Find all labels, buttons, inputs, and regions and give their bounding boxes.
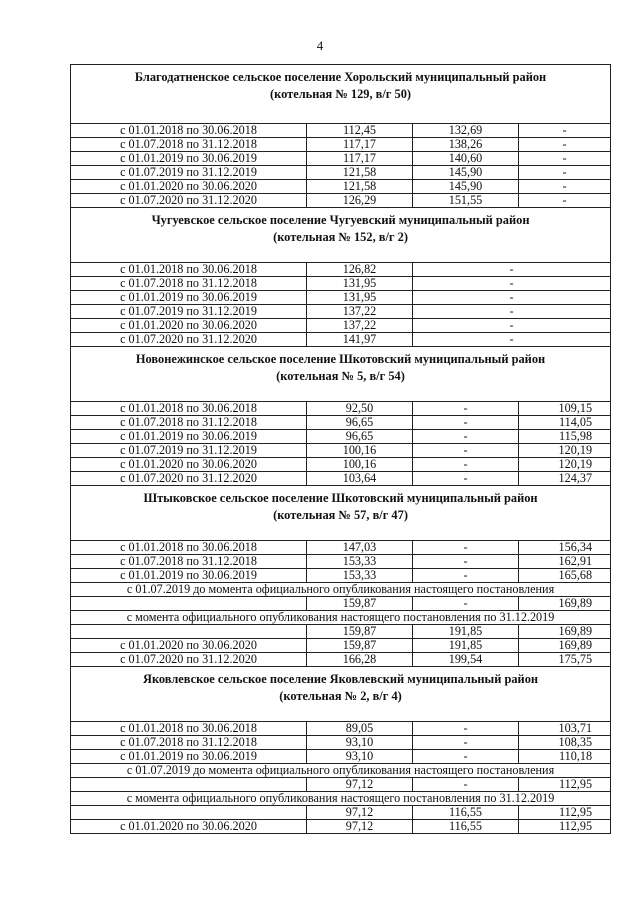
section-header xyxy=(71,486,611,541)
value-cell: - xyxy=(413,430,519,444)
period-cell: с 01.01.2020 по 30.06.2020 xyxy=(71,319,307,333)
value-cell: 151,55 xyxy=(413,194,519,208)
value-cell: 131,95 xyxy=(307,277,413,291)
value-cell: - xyxy=(519,180,611,194)
value-cell: 159,87 xyxy=(307,597,413,611)
table-row xyxy=(71,555,611,569)
table-row xyxy=(71,152,611,166)
table-row xyxy=(71,402,611,416)
period-cell: с 01.01.2019 по 30.06.2019 xyxy=(71,750,307,764)
value-cell: 153,33 xyxy=(307,569,413,583)
value-cell: 124,37 xyxy=(519,472,611,486)
value-cell: 114,05 xyxy=(519,416,611,430)
period-cell: с 01.01.2020 по 30.06.2020 xyxy=(71,458,307,472)
section-title: Штыковское сельское поселение Шкотовский муниципальный район xyxy=(143,491,538,505)
value-cell: - xyxy=(413,333,611,347)
value-cell: 96,65 xyxy=(307,430,413,444)
table-row xyxy=(71,722,611,736)
table-row xyxy=(71,750,611,764)
value-cell: 97,12 xyxy=(307,820,413,834)
value-cell: 138,26 xyxy=(413,138,519,152)
value-cell: - xyxy=(413,569,519,583)
value-cell: 92,50 xyxy=(307,402,413,416)
table-row xyxy=(71,639,611,653)
value-cell: 89,05 xyxy=(307,722,413,736)
note-row xyxy=(71,764,611,778)
table-row xyxy=(71,569,611,583)
value-cell: 100,16 xyxy=(307,444,413,458)
value-cell: 121,58 xyxy=(307,180,413,194)
period-cell xyxy=(71,625,307,639)
value-cell: - xyxy=(413,291,611,305)
section-subtitle: (котельная № 129, в/г 50) xyxy=(269,87,412,101)
value-cell: 115,98 xyxy=(519,430,611,444)
table-row xyxy=(71,180,611,194)
period-cell: с 01.01.2020 по 30.06.2020 xyxy=(71,639,307,653)
value-cell: 120,19 xyxy=(519,458,611,472)
period-cell: с 01.07.2018 по 31.12.2018 xyxy=(71,416,307,430)
value-cell: - xyxy=(413,444,519,458)
table-row xyxy=(71,806,611,820)
value-cell: 169,89 xyxy=(519,597,611,611)
value-cell: - xyxy=(413,263,611,277)
value-cell: - xyxy=(413,722,519,736)
period-cell: с 01.07.2020 по 31.12.2020 xyxy=(71,472,307,486)
value-cell: 100,16 xyxy=(307,458,413,472)
value-cell: - xyxy=(519,166,611,180)
value-cell: - xyxy=(413,402,519,416)
period-cell xyxy=(71,597,307,611)
table-row xyxy=(71,444,611,458)
value-cell: 137,22 xyxy=(307,319,413,333)
section-title: Чугуевское сельское поселение Чугуевский муниципальный район xyxy=(151,213,530,227)
value-cell: 159,87 xyxy=(307,639,413,653)
note-cell: с момента официального опубликования настоящего постановления по 31.12.2019 xyxy=(71,611,611,625)
value-cell: 175,75 xyxy=(519,653,611,667)
value-cell: 166,28 xyxy=(307,653,413,667)
value-cell: 132,69 xyxy=(413,124,519,138)
note-row xyxy=(71,611,611,625)
value-cell: 147,03 xyxy=(307,541,413,555)
period-cell: с 01.07.2020 по 31.12.2020 xyxy=(71,194,307,208)
value-cell: 112,95 xyxy=(519,806,611,820)
value-cell: 153,33 xyxy=(307,555,413,569)
value-cell: - xyxy=(519,194,611,208)
period-cell: с 01.07.2018 по 31.12.2018 xyxy=(71,277,307,291)
value-cell: 93,10 xyxy=(307,750,413,764)
table-row xyxy=(71,319,611,333)
period-cell: с 01.01.2019 по 30.06.2019 xyxy=(71,152,307,166)
section-subtitle: (котельная № 2, в/г 4) xyxy=(279,689,402,703)
value-cell: 103,71 xyxy=(519,722,611,736)
section-title: Яковлевское сельское поселение Яковлевский муниципальный район xyxy=(143,672,539,686)
table-row xyxy=(71,416,611,430)
value-cell: 141,97 xyxy=(307,333,413,347)
value-cell: - xyxy=(413,277,611,291)
value-cell: 159,87 xyxy=(307,625,413,639)
table-row xyxy=(71,305,611,319)
table-row xyxy=(71,820,611,834)
section-header-cell xyxy=(71,347,611,402)
period-cell: с 01.01.2019 по 30.06.2019 xyxy=(71,291,307,305)
section-header xyxy=(71,208,611,263)
section-header-cell xyxy=(71,208,611,263)
table-row xyxy=(71,653,611,667)
value-cell: 93,10 xyxy=(307,736,413,750)
period-cell: с 01.07.2018 по 31.12.2018 xyxy=(71,736,307,750)
value-cell: 97,12 xyxy=(307,778,413,792)
period-cell: с 01.07.2019 по 31.12.2019 xyxy=(71,166,307,180)
value-cell: - xyxy=(413,736,519,750)
period-cell: с 01.01.2018 по 30.06.2018 xyxy=(71,402,307,416)
period-cell: с 01.07.2019 по 31.12.2019 xyxy=(71,444,307,458)
period-cell: с 01.01.2019 по 30.06.2019 xyxy=(71,430,307,444)
table-row xyxy=(71,625,611,639)
value-cell: 191,85 xyxy=(413,639,519,653)
value-cell: 165,68 xyxy=(519,569,611,583)
period-cell: с 01.01.2020 по 30.06.2020 xyxy=(71,180,307,194)
period-cell: с 01.01.2018 по 30.06.2018 xyxy=(71,263,307,277)
note-row xyxy=(71,583,611,597)
value-cell: 116,55 xyxy=(413,820,519,834)
value-cell: - xyxy=(519,124,611,138)
section-title: Новонежинское сельское поселение Шкотовский муниципальный район xyxy=(135,352,546,366)
value-cell: 169,89 xyxy=(519,625,611,639)
period-cell: с 01.01.2018 по 30.06.2018 xyxy=(71,722,307,736)
period-cell: с 01.07.2018 по 31.12.2018 xyxy=(71,138,307,152)
value-cell: - xyxy=(413,416,519,430)
value-cell: 199,54 xyxy=(413,653,519,667)
value-cell: 117,17 xyxy=(307,152,413,166)
table-row xyxy=(71,541,611,555)
note-row xyxy=(71,792,611,806)
section-header xyxy=(71,667,611,722)
period-cell: с 01.01.2018 по 30.06.2018 xyxy=(71,124,307,138)
page-number: 4 xyxy=(316,38,324,53)
value-cell: 116,55 xyxy=(413,806,519,820)
table-row xyxy=(71,778,611,792)
value-cell: - xyxy=(519,152,611,166)
value-cell: 120,19 xyxy=(519,444,611,458)
value-cell: - xyxy=(413,750,519,764)
period-cell: с 01.01.2019 по 30.06.2019 xyxy=(71,569,307,583)
value-cell: 131,95 xyxy=(307,291,413,305)
table-row xyxy=(71,430,611,444)
table-row xyxy=(71,124,611,138)
value-cell: 145,90 xyxy=(413,166,519,180)
period-cell xyxy=(71,806,307,820)
value-cell: 191,85 xyxy=(413,625,519,639)
tariff-table-body xyxy=(71,65,611,834)
section-header xyxy=(71,65,611,124)
value-cell: - xyxy=(413,458,519,472)
period-cell: с 01.01.2018 по 30.06.2018 xyxy=(71,541,307,555)
value-cell: 140,60 xyxy=(413,152,519,166)
table-row xyxy=(71,194,611,208)
period-cell: с 01.07.2018 по 31.12.2018 xyxy=(71,555,307,569)
note-cell: с 01.07.2019 до момента официального опубликования настоящего постановления xyxy=(71,764,611,778)
table-row xyxy=(71,736,611,750)
table-row xyxy=(71,333,611,347)
note-cell: с 01.07.2019 до момента официального опубликования настоящего постановления xyxy=(71,583,611,597)
value-cell: 110,18 xyxy=(519,750,611,764)
value-cell: 117,17 xyxy=(307,138,413,152)
value-cell: 145,90 xyxy=(413,180,519,194)
value-cell: 162,91 xyxy=(519,555,611,569)
period-cell: с 01.01.2020 по 30.06.2020 xyxy=(71,820,307,834)
table-row xyxy=(71,472,611,486)
value-cell: - xyxy=(413,305,611,319)
period-cell: с 01.07.2020 по 31.12.2020 xyxy=(71,333,307,347)
value-cell: 126,82 xyxy=(307,263,413,277)
value-cell: 156,34 xyxy=(519,541,611,555)
value-cell: 103,64 xyxy=(307,472,413,486)
section-header-cell xyxy=(71,65,611,124)
value-cell: - xyxy=(519,138,611,152)
period-cell: с 01.07.2019 по 31.12.2019 xyxy=(71,305,307,319)
value-cell: 112,45 xyxy=(307,124,413,138)
table-row xyxy=(71,263,611,277)
section-header-cell xyxy=(71,486,611,541)
section-title: Благодатненское сельское поселение Хорольский муниципальный район xyxy=(134,70,547,84)
period-cell xyxy=(71,778,307,792)
note-cell: с момента официального опубликования настоящего постановления по 31.12.2019 xyxy=(71,792,611,806)
value-cell: - xyxy=(413,319,611,333)
section-header xyxy=(71,347,611,402)
value-cell: 137,22 xyxy=(307,305,413,319)
table-row xyxy=(71,458,611,472)
value-cell: 96,65 xyxy=(307,416,413,430)
table-row xyxy=(71,597,611,611)
section-subtitle: (котельная № 5, в/г 54) xyxy=(276,369,405,383)
section-subtitle: (котельная № 57, в/г 47) xyxy=(273,508,408,522)
table-row xyxy=(71,291,611,305)
value-cell: - xyxy=(413,541,519,555)
value-cell: - xyxy=(413,778,519,792)
value-cell: 126,29 xyxy=(307,194,413,208)
value-cell: 121,58 xyxy=(307,166,413,180)
value-cell: - xyxy=(413,555,519,569)
value-cell: 97,12 xyxy=(307,806,413,820)
value-cell: - xyxy=(413,472,519,486)
value-cell: 169,89 xyxy=(519,639,611,653)
table-row xyxy=(71,138,611,152)
value-cell: 112,95 xyxy=(519,820,611,834)
period-cell: с 01.07.2020 по 31.12.2020 xyxy=(71,653,307,667)
table-row xyxy=(71,277,611,291)
value-cell: 109,15 xyxy=(519,402,611,416)
section-subtitle: (котельная № 152, в/г 2) xyxy=(273,230,408,244)
section-header-cell xyxy=(71,667,611,722)
value-cell: 108,35 xyxy=(519,736,611,750)
table-row xyxy=(71,166,611,180)
tariff-table xyxy=(70,64,611,834)
value-cell: - xyxy=(413,597,519,611)
value-cell: 112,95 xyxy=(519,778,611,792)
